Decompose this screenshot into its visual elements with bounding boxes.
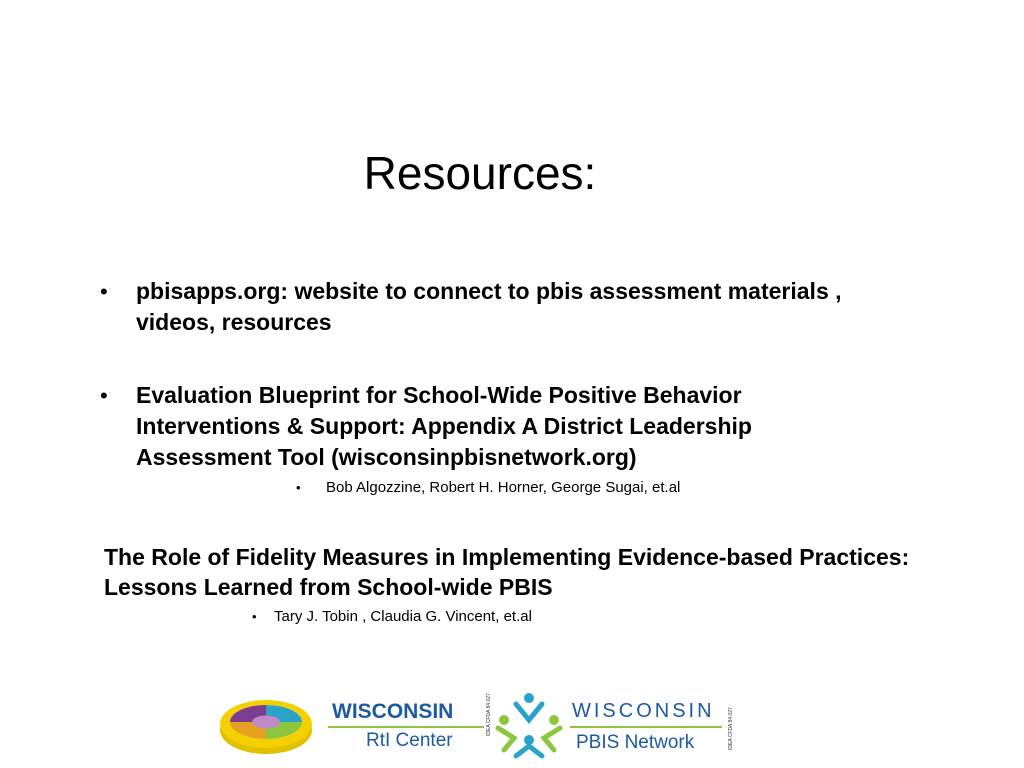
bullet-text: pbisapps.org: website to connect to pbis assessment materials , videos, resources: [136, 278, 842, 335]
logo-bar: [216, 684, 746, 764]
pbis-people-logo-icon: [494, 690, 564, 760]
sub-bullet-marker: •: [296, 480, 301, 495]
pbis-logo-line2: PBIS Network: [576, 732, 695, 753]
bullet-text: Evaluation Blueprint for School-Wide Positive Behavior Interventions & Support: Appendix A District Leadership Assessment Tool (wisconsinpbisnetwork.org): [136, 382, 752, 470]
bullet-item-1: [100, 276, 900, 338]
sub-bullet-text: Tary J. Tobin , Claudia G. Vincent, et.al: [274, 608, 532, 625]
rti-logo-line2: RtI Center: [366, 730, 453, 751]
rti-logo-divider: [328, 726, 484, 728]
rti-logo-side-text: IDEA CFDA 84.027: [486, 693, 492, 736]
pbis-logo-side-text: IDEA CFDA 84.027: [728, 707, 734, 750]
bullet-marker: •: [100, 383, 108, 408]
sub-bullet-text: Bob Algozzine, Robert H. Horner, George Sugai, et.al: [326, 479, 681, 496]
rti-logo-line1: WISCONSIN: [332, 700, 454, 723]
slide-title: Resources:: [363, 147, 597, 199]
pbis-logo-line1: WISCONSIN: [572, 700, 715, 722]
sub-bullet-authors-1: [296, 478, 680, 498]
sub-bullet-marker: •: [252, 609, 257, 624]
sub-bullet-authors-2: [252, 607, 532, 627]
pbis-logo-divider: [570, 726, 722, 728]
bullet-marker: •: [100, 279, 108, 304]
bullet-item-2: [100, 380, 900, 473]
paragraph-title: The Role of Fidelity Measures in Implementing Evidence-based Practices: Lessons Learned from School-wide PBIS: [104, 544, 910, 600]
rti-disc-logo-icon: [218, 692, 318, 758]
